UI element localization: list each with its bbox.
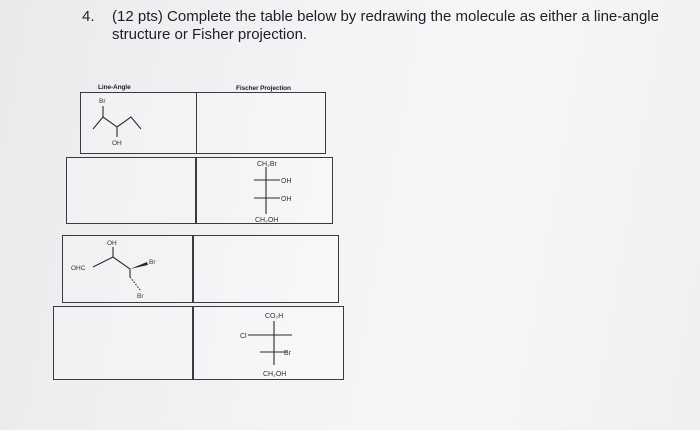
row2-fischer-cell <box>196 157 333 224</box>
row1-line-angle-cell <box>80 92 197 154</box>
row4-fischer-projection <box>194 307 345 381</box>
row2-fischer-projection <box>197 158 334 225</box>
row3-wedge-bond <box>130 262 148 269</box>
row3-carbon-chain <box>93 257 130 269</box>
row2-right2-label: OH <box>281 196 292 203</box>
row2-line-angle-cell[interactable] <box>66 157 196 224</box>
question-text: (12 pts) Complete the table below by redrawing the molecule as either a line-angle structure or Fisher projection. <box>112 8 659 43</box>
row4-right2-label: Br <box>284 350 291 357</box>
row3-oh-label: OH <box>107 240 117 247</box>
row4-left1-label: Cl <box>240 333 247 340</box>
row3-br-wedge-label: Br <box>149 259 156 266</box>
row4-top-label: CO₂H <box>265 313 284 320</box>
row3-line-angle-cell <box>62 235 193 303</box>
row1-line-angle-structure <box>81 93 198 155</box>
question-number: 4. <box>82 8 95 25</box>
row4-fischer-cell <box>193 306 344 380</box>
row2-bottom-label: CH₂OH <box>255 217 279 224</box>
row3-br-dash-label: Br <box>137 293 144 300</box>
row2-right1-label: OH <box>281 178 292 185</box>
row1-fischer-cell[interactable] <box>196 92 326 154</box>
header-fischer-projection: Fischer Projection <box>236 85 291 92</box>
row2-top-label: CH₂Br <box>257 161 277 168</box>
row1-oh-label: OH <box>112 140 122 147</box>
row1-br-label: Br <box>99 98 106 105</box>
row4-line-angle-cell[interactable] <box>53 306 193 380</box>
row3-fischer-cell[interactable] <box>193 235 339 303</box>
row4-bottom-label: CH₂OH <box>263 371 287 378</box>
row3-ohc-label: OHC <box>71 265 86 272</box>
header-line-angle: Line-Angle <box>98 84 131 91</box>
row3-dash-bond <box>130 277 141 291</box>
row3-line-angle-structure <box>63 236 194 304</box>
